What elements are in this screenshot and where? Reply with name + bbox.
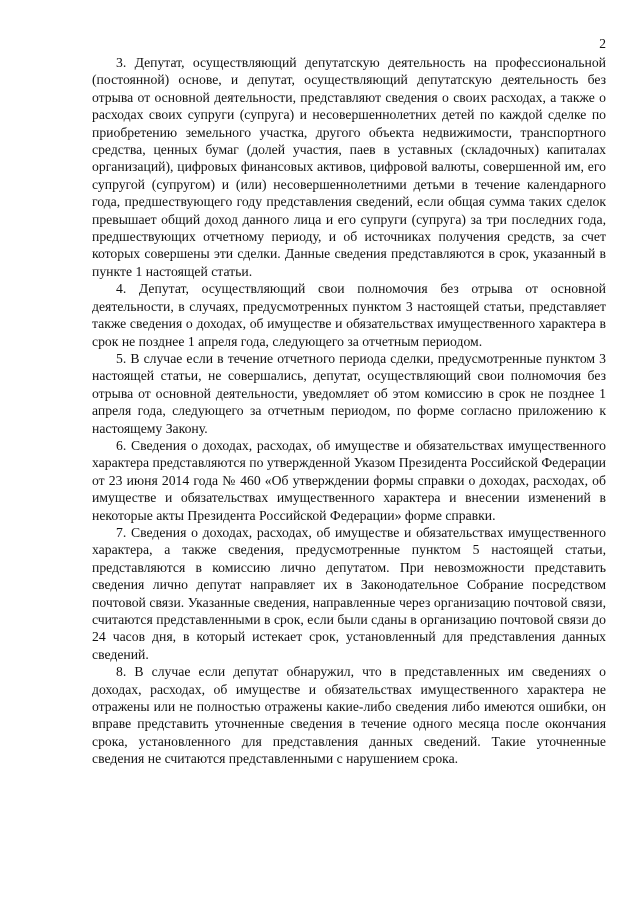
paragraph-8: 8. В случае если депутат обнаружил, что в представленных им сведениях о доходах, расходах, об имуществе и обязательствах имущественного характера не отражены или не полностью отражены какие-либо сведения либо имеются ошибки, он вправе представить уточненные сведения в течение одного месяца после окончания срока, установленного для представления данных сведений. Такие уточненные сведения не считаются представленными с нарушением срока. bbox=[92, 664, 606, 767]
paragraph-5: 5. В случае если в течение отчетного периода сделки, предусмотренные пунктом 3 настоящей статьи, не совершались, депутат, осуществляющий свои полномочия без отрыва от основной деятельности, уведомляет об этом комиссию в срок не позднее 1 апреля года, следующего за отчетным периодом, по форме согласно приложению к настоящему Закону. bbox=[92, 350, 606, 436]
document-body bbox=[92, 54, 606, 768]
page-number: 2 bbox=[599, 36, 606, 51]
paragraph-3: 3. Депутат, осуществляющий депутатскую деятельность на профессиональной (постоянной) основе, и депутат, осуществляющий депутатскую деятельность без отрыва от основной деятельности, представляют сведения о своих расходах, а также о расходах своих супруги (супруга) и несовершеннолетних детей по каждой сделке по приобретению земельного участка, другого объекта недвижимости, транспортного средства, ценных бумаг (долей участия, паев в уставных (складочных) капиталах организаций), цифровых финансовых активов, цифровой валюты, совершенной им, его супругой (супругом) и (или) несовершеннолетними детьми в течение календарного года, предшествующего году представления сведений, если общая сумма таких сделок превышает общий доход данного лица и его супруги (супруга) за три последних года, предшествующих отчетному периоду, и об источниках получения средств, за счет которых совершены эти сделки. Данные сведения представляются в срок, указанный в пункте 1 настоящей статьи. bbox=[92, 55, 606, 279]
paragraph-6: 6. Сведения о доходах, расходах, об имуществе и обязательствах имущественного характера представляются по утвержденной Указом Президента Российской Федерации от 23 июня 2014 года № 460 «Об утверждении формы справки о доходах, расходах, об имуществе и обязательствах имущественного характера и внесении изменений в некоторые акты Президента Российской Федерации» форме справки. bbox=[92, 437, 606, 523]
paragraph-4: 4. Депутат, осуществляющий свои полномочия без отрыва от основной деятельности, в случаях, предусмотренных пунктом 3 настоящей статьи, представляет также сведения о доходах, об имуществе и обязательствах имущественного характера в срок не позднее 1 апреля года, следующего за отчетным периодом. bbox=[92, 281, 606, 349]
paragraph-7: 7. Сведения о доходах, расходах, об имуществе и обязательствах имущественного характера, а также сведения, предусмотренные пунктом 5 настоящей статьи, представляются в комиссию лично депутатом. При невозможности представить сведения лично депутат направляет их в Законодательное Собрание посредством почтовой связи. Указанные сведения, направленные через организацию почтовой связи, считаются представленными в срок, если были сданы в организацию почтовой связи до 24 часов дня, в который истекает срок, установленный для представления данных сведений. bbox=[92, 524, 606, 662]
